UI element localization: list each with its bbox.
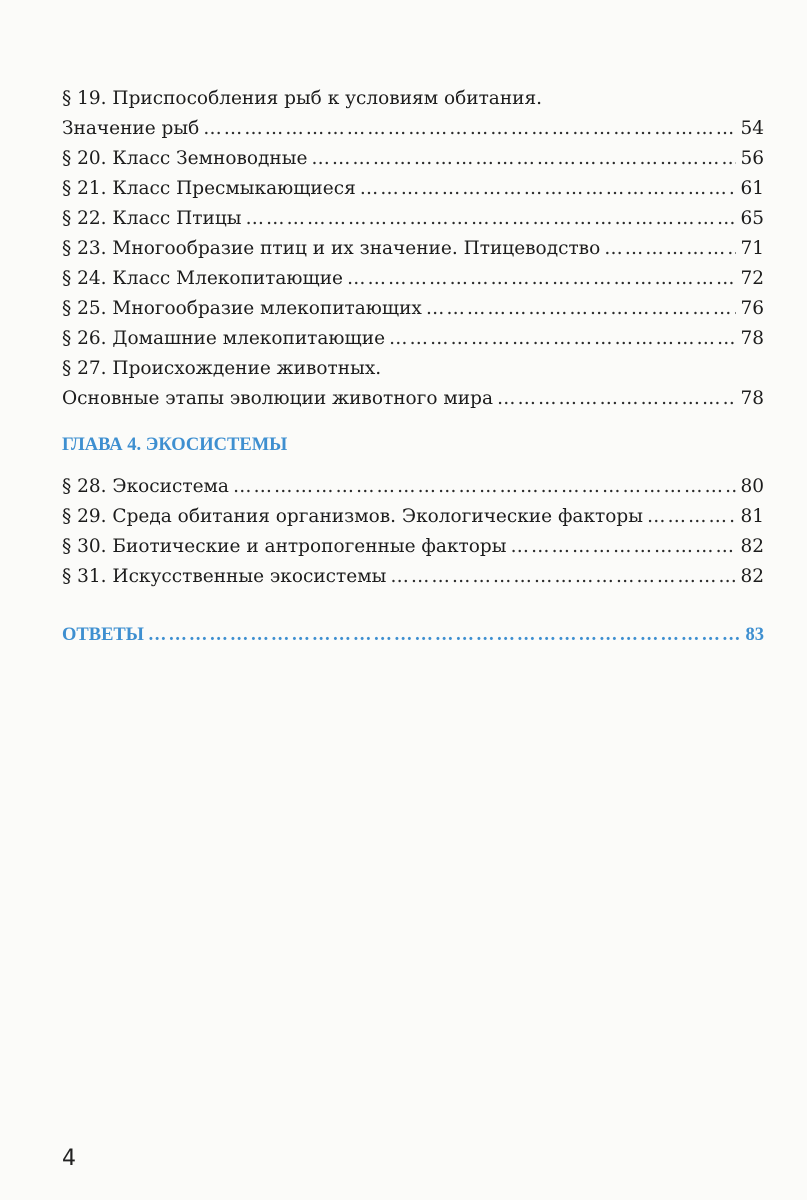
toc-page-number: 54: [740, 118, 764, 139]
table-of-contents: [62, 84, 764, 650]
toc-page-number: 82: [740, 566, 764, 587]
toc-entry-title: § 22. Класс Птицы: [62, 208, 242, 229]
toc-entry-24: [62, 264, 764, 294]
leader-dots: [233, 472, 737, 502]
leader-dots: [245, 204, 736, 234]
toc-entry-row: [62, 384, 764, 414]
toc-entry-title: § 24. Класс Млекопитающие: [62, 268, 343, 289]
leader-dots: [390, 562, 736, 592]
toc-entry-31: [62, 562, 764, 592]
leader-dots: [148, 620, 742, 650]
toc-entry-title: § 23. Многообразие птиц и их значение. Птицеводство: [62, 238, 601, 259]
toc-entry-title: § 21. Класс Пресмыкающиеся: [62, 178, 356, 199]
toc-entry-title: § 30. Биотические и антропогенные факторы: [62, 536, 507, 557]
leader-dots: [311, 144, 736, 174]
toc-entry-28: [62, 472, 764, 502]
toc-entry-26: [62, 324, 764, 354]
leader-dots: [347, 264, 736, 294]
toc-page-number: 81: [740, 506, 764, 527]
leader-dots: [203, 114, 736, 144]
toc-entry-title: § 28. Экосистема: [62, 476, 229, 497]
chapter-heading: ГЛАВА 4. ЭКОСИСТЕМЫ: [62, 435, 288, 455]
toc-page-number: 61: [740, 178, 764, 199]
toc-entry-title: § 19. Приспособления рыб к условиям обитания.: [62, 88, 543, 109]
toc-entry-29: [62, 502, 764, 532]
toc-entry-title: § 31. Искусственные экосистемы: [62, 566, 387, 587]
toc-entry-19: [62, 84, 764, 144]
toc-entry-title: Значение рыб: [62, 118, 200, 139]
leader-dots: [647, 502, 736, 532]
toc-entry-answers: [62, 620, 764, 650]
toc-entry-title: § 25. Многообразие млекопитающих: [62, 298, 422, 319]
leader-dots: [604, 234, 736, 264]
toc-page-number: 80: [740, 476, 764, 497]
leader-dots: [360, 174, 737, 204]
leader-dots: [389, 324, 736, 354]
toc-entry-21: [62, 174, 764, 204]
toc-entry-title: Основные этапы эволюции животного мира: [62, 388, 493, 409]
toc-entry-27: [62, 354, 764, 414]
toc-entry-title: § 20. Класс Земноводные: [62, 148, 308, 169]
toc-entry-title: § 29. Среда обитания организмов. Экологические факторы: [62, 506, 643, 527]
toc-page-number: 82: [740, 536, 764, 557]
toc-entry-20: [62, 144, 764, 174]
toc-page-number: 71: [740, 238, 764, 259]
toc-entry-title: ОТВЕТЫ: [62, 625, 144, 645]
toc-entry-title: § 26. Домашние млекопитающие: [62, 328, 386, 349]
toc-page-number: 56: [740, 148, 764, 169]
toc-page-number: 65: [740, 208, 764, 229]
leader-dots: [426, 294, 737, 324]
leader-dots: [497, 384, 736, 414]
toc-page-number: 78: [740, 388, 764, 409]
toc-entry-23: [62, 234, 764, 264]
toc-entry-30: [62, 532, 764, 562]
leader-dots: [510, 532, 736, 562]
toc-entry-22: [62, 204, 764, 234]
page-number: 4: [62, 1146, 76, 1171]
toc-entry-row: [62, 114, 764, 144]
toc-entry-title: § 27. Происхождение животных.: [62, 358, 382, 379]
toc-page-number: 76: [740, 298, 764, 319]
toc-page-number: 72: [740, 268, 764, 289]
toc-entry-25: [62, 294, 764, 324]
toc-page-number: 78: [740, 328, 764, 349]
toc-page-number: 83: [745, 625, 764, 645]
